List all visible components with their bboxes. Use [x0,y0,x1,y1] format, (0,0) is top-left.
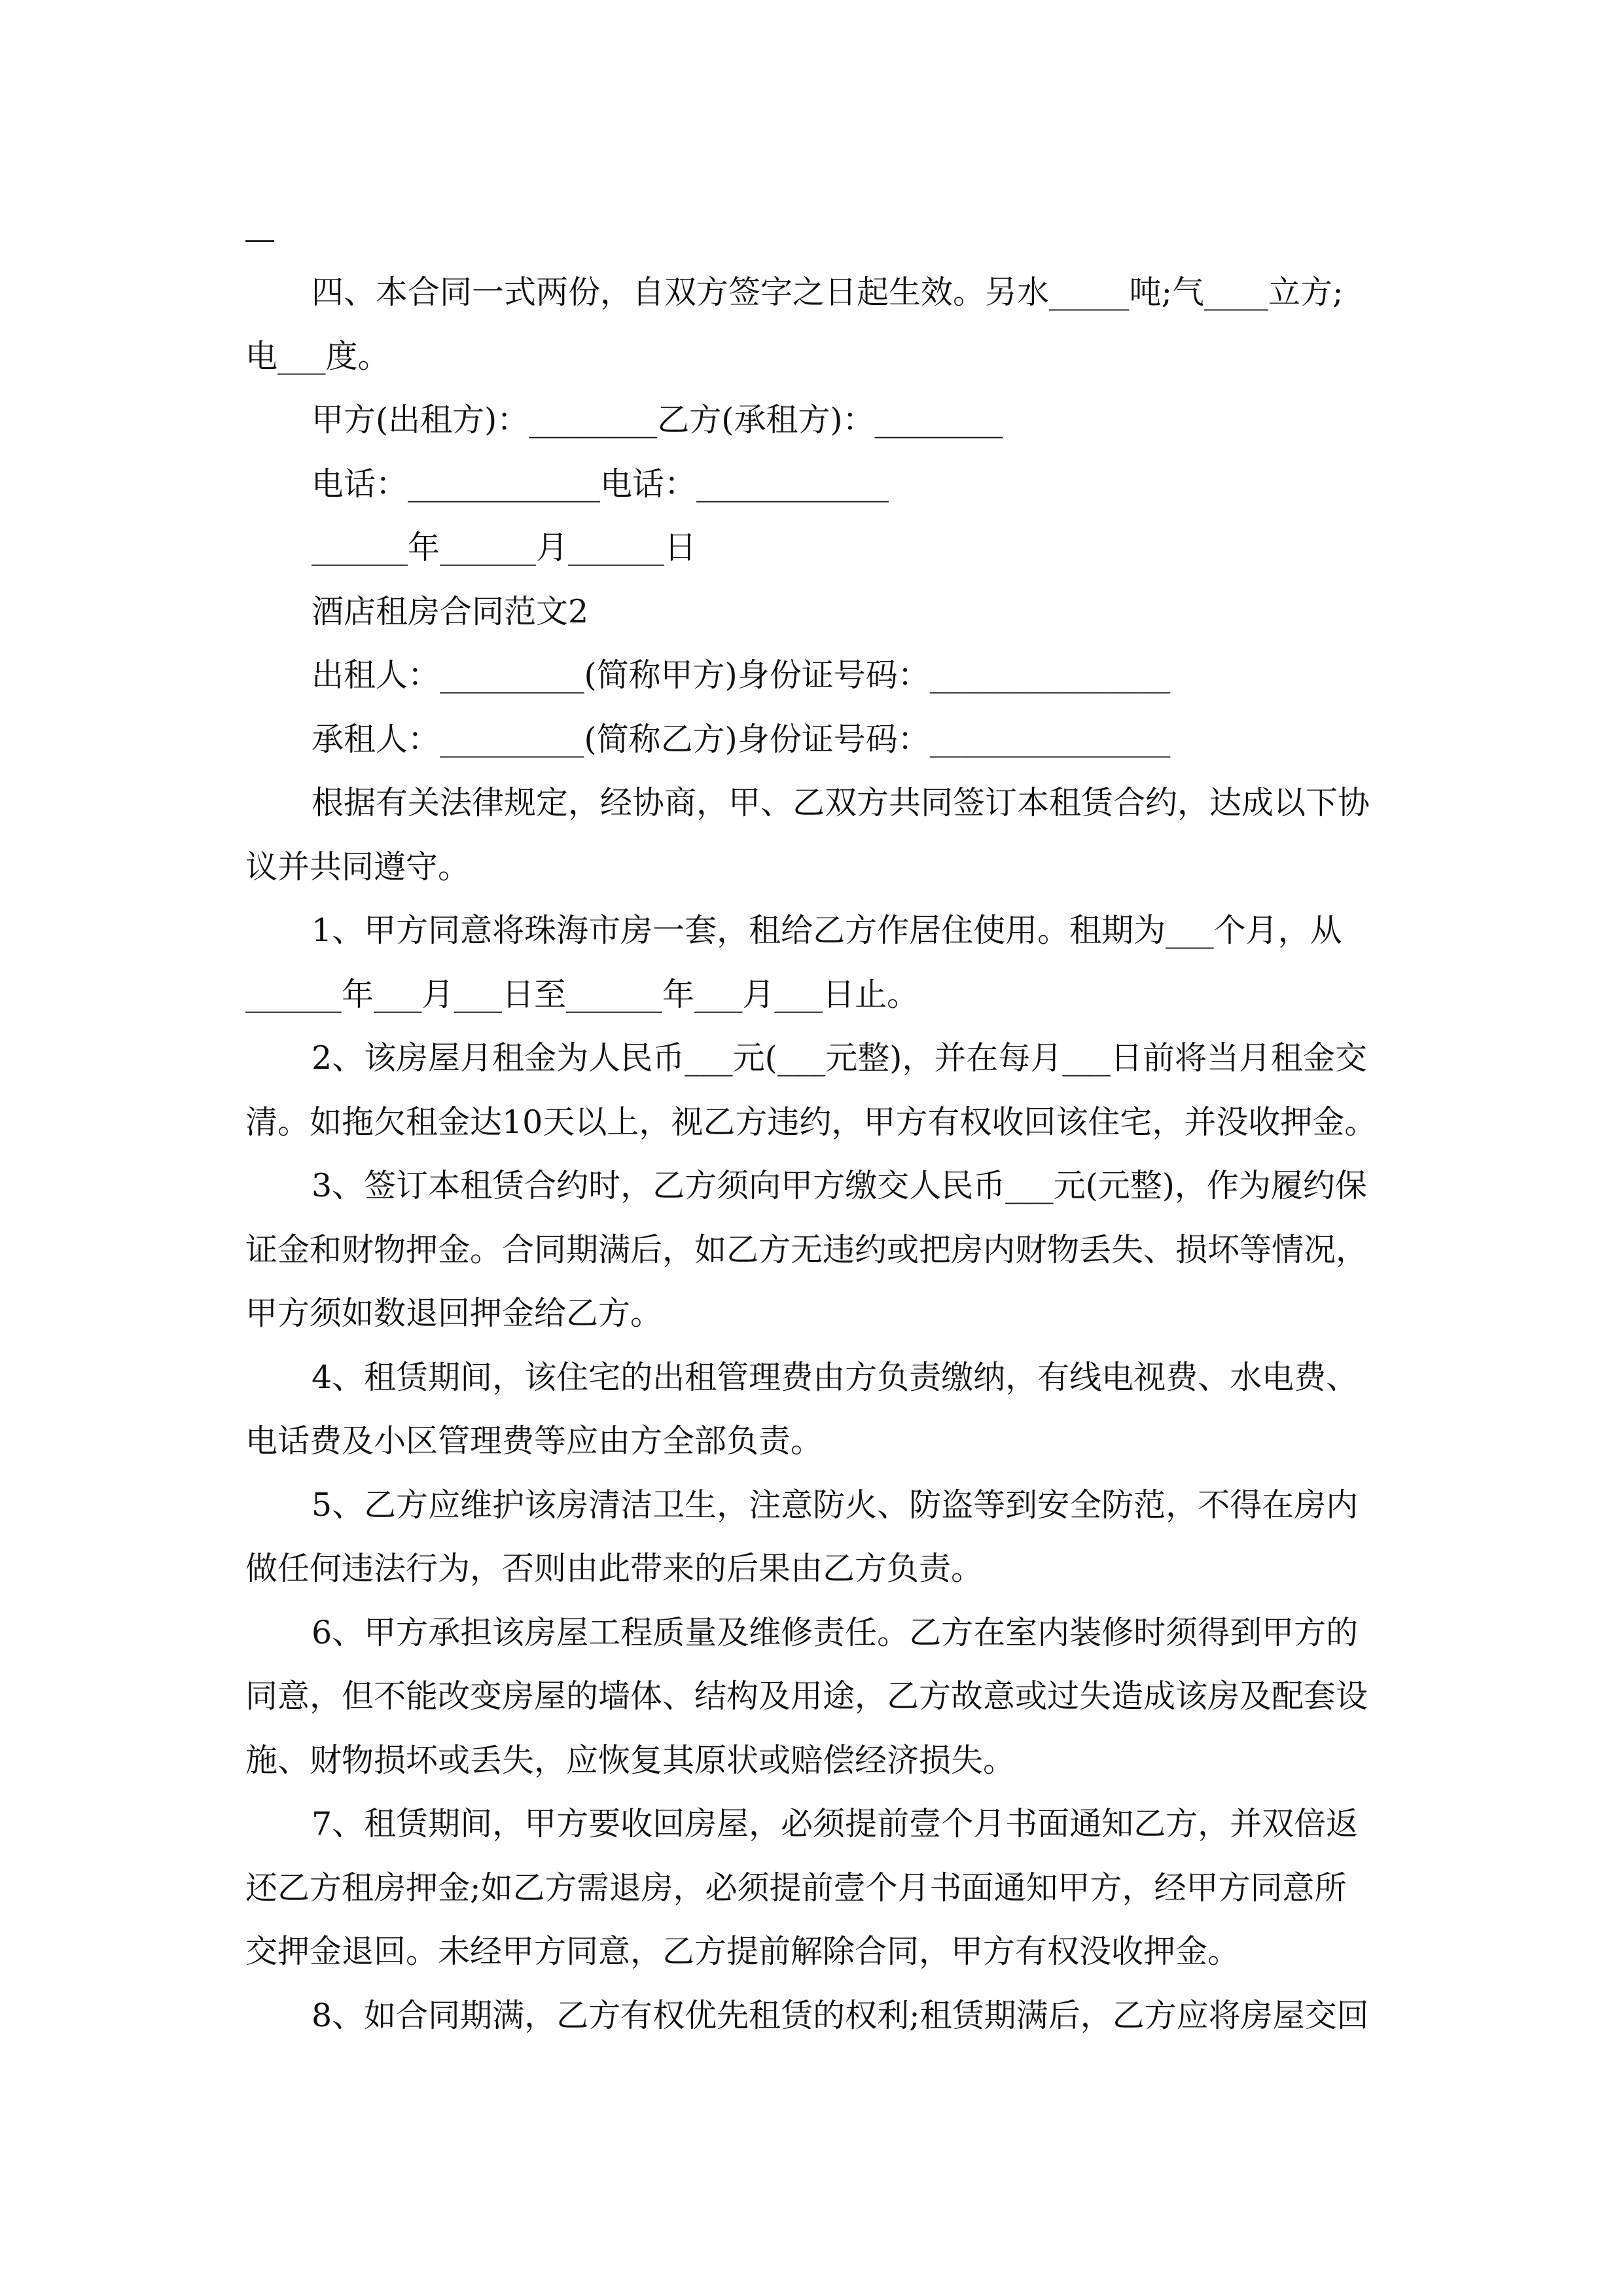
document-line: 5、乙方应维护该房清洁卫生，注意防火、防盗等到安全防范，不得在房内 [312,1486,1359,1524]
document-line: 四、本合同一式两份，自双方签字之日起生效。另水_____吨;气____立方; [312,274,1344,311]
document-line: 7、租赁期间，甲方要收回房屋，必须提前壹个月书面通知乙方，并双倍返 [312,1805,1359,1842]
document-line: 清。如拖欠租金达10天以上，视乙方违约，甲方有权收回该住宅，并没收押金。 [245,1103,1377,1141]
document-line: 6、甲方承担该房屋工程质量及维修责任。乙方在室内装修时须得到甲方的 [312,1613,1359,1651]
document-line: 8、如合同期满，乙方有权优先租赁的权利;租赁期满后，乙方应将房屋交回 [312,1996,1369,2034]
document-line: 电___度。 [245,337,390,375]
document-line: 1、甲方同意将珠海市房一套，租给乙方作居住使用。租期为___个月，从 [312,912,1342,949]
document-line: 出租人：_________(简称甲方)身份证号码：_______________ [312,656,1171,694]
document-line: 承租人：_________(简称乙方)身份证号码：_______________ [312,720,1171,758]
document-line: 议并共同遵守。 [245,848,471,886]
document-line: 电话：____________电话：____________ [312,465,889,503]
document-line: 还乙方租房押金;如乙方需退房，必须提前壹个月书面通知甲方，经甲方同意所 [245,1869,1347,1907]
document-line: 酒店租房合同范文2 [312,592,589,630]
document-line: 根据有关法律规定，经协商，甲、乙双方共同签订本租赁合约，达成以下协 [312,784,1370,821]
document-line: 交押金退回。未经甲方同意，乙方提前解除合同，甲方有权没收押金。 [245,1933,1240,1970]
document-line: 甲方须如数退回押金给乙方。 [245,1295,663,1332]
document-line: 4、租赁期间，该住宅的出租管理费由方负责缴纳，有线电视费、水电费、 [312,1358,1359,1396]
document-line: 施、财物损坏或丢失，应恢复其原状或赔偿经济损失。 [245,1741,1016,1779]
document-line: ______年______月______日 [312,529,697,566]
document-line: 同意，但不能改变房屋的墙体、结构及用途，乙方故意或过失造成该房及配套设 [245,1677,1368,1715]
document-line: 甲方(出租方)：________乙方(承租方)：________ [312,401,1003,439]
document-line: ______年___月___日至______年___月___日止。 [245,975,919,1013]
document-line: 证金和财物押金。合同期满后，如乙方无违约或把房内财物丢失、损坏等情况， [245,1230,1368,1268]
leading-dash [245,240,274,242]
document-line: 做任何违法行为，否则由此带来的后果由乙方负责。 [245,1550,984,1587]
document-line: 2、该房屋月租金为人民币___元(___元整)，并在每月___日前将当月租金交 [312,1039,1367,1077]
document-line: 电话费及小区管理费等应由方全部负责。 [245,1422,823,1460]
document-line: 3、签订本租赁合约时，乙方须向甲方缴交人民币___元(元整)，作为履约保 [312,1167,1367,1204]
